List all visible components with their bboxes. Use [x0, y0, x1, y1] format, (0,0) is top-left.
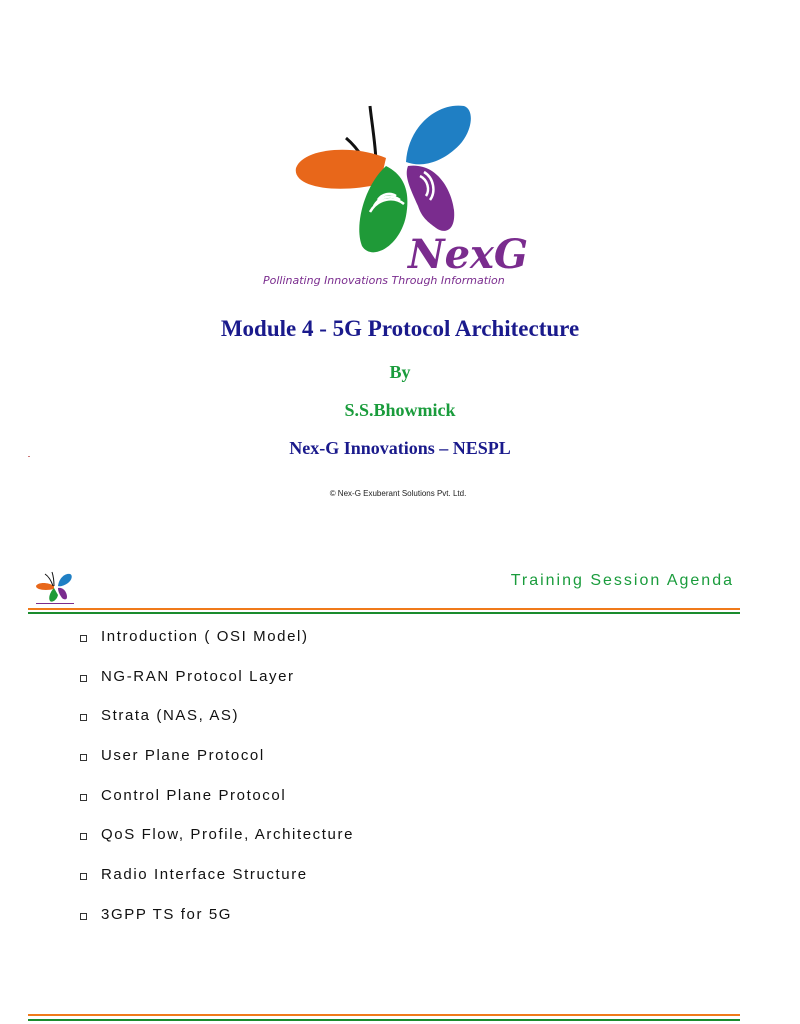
agenda-list	[80, 628, 354, 946]
agenda-slide	[0, 540, 768, 1024]
author-name: S.S.Bhowmick	[344, 400, 456, 420]
logo-brand-text: NexG	[408, 231, 529, 278]
square-bullet-icon	[80, 873, 87, 880]
header-rule-orange	[28, 608, 740, 610]
square-bullet-icon	[80, 675, 87, 682]
by-label: By	[389, 362, 411, 382]
list-item: Radio Interface Structure	[80, 866, 354, 906]
list-item: QoS Flow, Profile, Architecture	[80, 826, 354, 866]
list-item: Introduction ( OSI Model)	[80, 628, 354, 668]
list-item: User Plane Protocol	[80, 747, 354, 787]
agenda-heading: Training Session Agenda	[510, 572, 734, 589]
square-bullet-icon	[80, 754, 87, 761]
nexg-butterfly-logo	[258, 96, 529, 292]
square-bullet-icon	[80, 794, 87, 801]
footer-rule-orange	[28, 1014, 740, 1016]
square-bullet-icon	[80, 714, 87, 721]
copyright-notice: © Nex-G Exuberant Solutions Pvt. Ltd.	[329, 489, 467, 498]
header-rule-green	[28, 612, 740, 614]
list-item: Control Plane Protocol	[80, 787, 354, 827]
logo-tagline: Pollinating Innovations Through Information	[263, 274, 505, 287]
slide-title: Module 4 - 5G Protocol Architecture	[220, 316, 580, 341]
organization-name: Nex-G Innovations – NESPL	[289, 438, 511, 458]
footer-rule-green	[28, 1019, 740, 1021]
list-item: 3GPP TS for 5G	[80, 906, 354, 946]
list-item: NG-RAN Protocol Layer	[80, 668, 354, 708]
square-bullet-icon	[80, 635, 87, 642]
square-bullet-icon	[80, 833, 87, 840]
nexg-small-logo	[32, 570, 78, 606]
list-item: Strata (NAS, AS)	[80, 707, 354, 747]
stray-mark	[28, 456, 30, 457]
square-bullet-icon	[80, 913, 87, 920]
